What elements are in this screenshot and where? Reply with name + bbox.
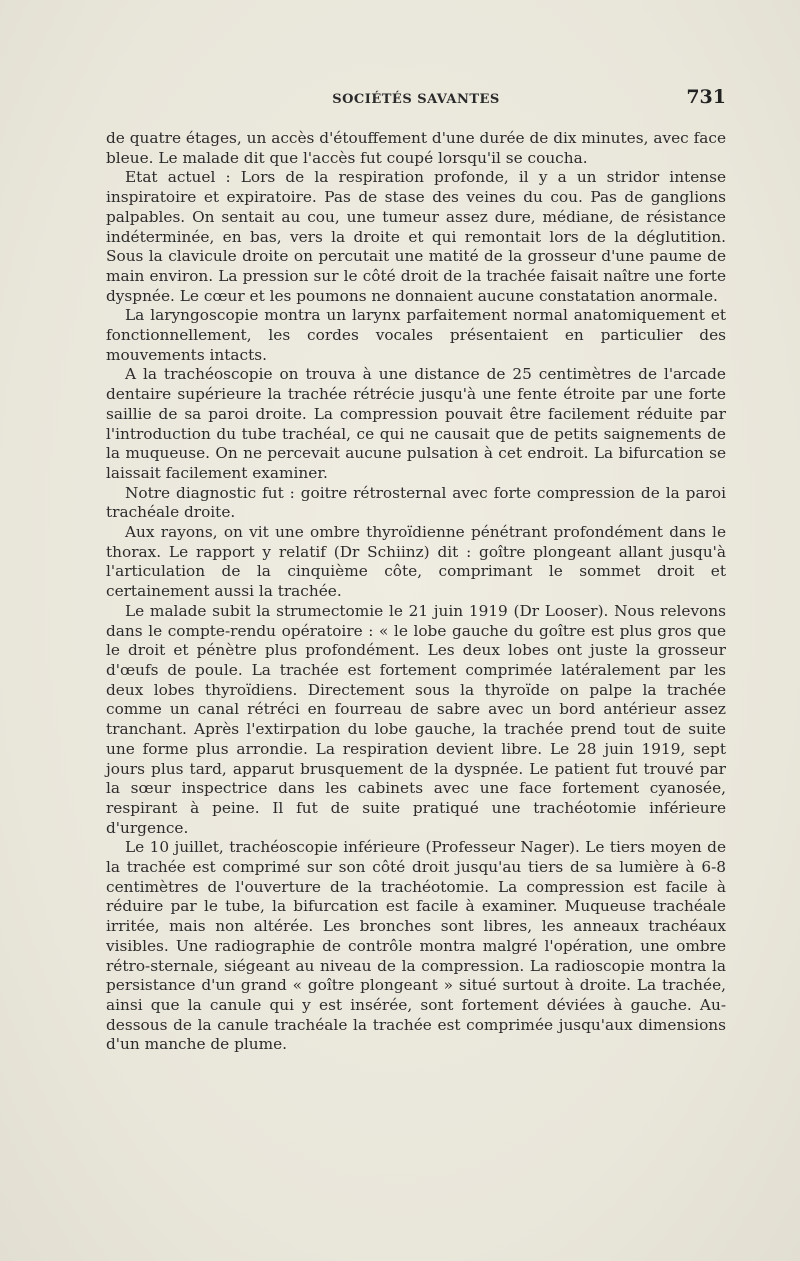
body-text: [106, 129, 726, 1055]
paragraph-5: Notre diagnostic fut : goitre rétrosternal avec forte compression de la paroi trachéale droite.: [106, 483, 726, 522]
paragraph-8: Le 10 juillet, trachéoscopie inférieure (Professeur Nager). Le tiers moyen de la trachée est comprimé sur son côté droit jusqu'au tiers de sa lumière à 6-8 centimètres de l'ouverture de la trachéotomie. La compression est facile à réduire par le tube, la bifurcation est facile à examiner. Muqueuse trachéale irritée, mais non altérée. Les bronches sont libres, les anneaux trachéaux visibles. Une radiographie de contrôle montra malgré l'opération, une ombre rétro-sternale, siégeant au niveau de la compression. La radioscopie montra la persistance d'un grand « goître plongeant » situé surtout à droite. La trachée, ainsi que la canule qui y est insérée, sont fortement déviées à gauche. Au-dessous de la canule trachéale la trachée est comprimée jusqu'aux dimensions d'un manche de plume.: [106, 838, 726, 1054]
paragraph-4: A la trachéoscopie on trouva à une distance de 25 centimètres de l'arcade dentaire supérieure la trachée rétrécie jusqu'à une fente étroite par une forte saillie de sa paroi droite. La compression pouvait être facilement réduite par l'introduction du tube trachéal, ce qui ne causait que de petits saignements de la muqueuse. On ne percevait aucune pulsation à cet endroit. La bifurcation se laissait facilement examiner.: [106, 365, 726, 482]
running-title: SOCIÉTÉS SAVANTES: [332, 92, 500, 107]
page-number: 731: [686, 86, 726, 108]
paragraph-7: Le malade subit la strumectomie le 21 juin 1919 (Dr Looser). Nous relevons dans le compte-rendu opératoire : « le lobe gauche du goître est plus gros que le droit et pénètre plus profondément. Les deux lobes ont juste la grosseur d'œufs de poule. La trachée est fortement comprimée latéralement par les deux lobes thyroïdiens. Directement sous la thyroïde on palpe la trachée comme un canal rétréci en fourreau de sabre avec un bord antérieur assez tranchant. Après l'extirpation du lobe gauche, la trachée prend tout de suite une forme plus arrondie. La respiration devient libre. Le 28 juin 1919, sept jours plus tard, apparut brusquement de la dyspnée. Le patient fut trouvé par la sœur inspectrice dans les cabinets avec une face fortement cyanosée, respirant à peine. Il fut de suite pratiqué une trachéotomie inférieure d'urgence.: [106, 601, 726, 837]
paragraph-6: Aux rayons, on vit une ombre thyroïdienne pénétrant profondément dans le thorax. Le rapport y relatif (Dr Schiinz) dit : goître plongeant allant jusqu'à l'articulation de la cinquième côte, comprimant le sommet droit et certainement aussi la trachée.: [106, 523, 726, 601]
paragraph-3: La laryngoscopie montra un larynx parfaitement normal anatomiquement et fonctionnellement, les cordes vocales présentaient en particulier des mouvements intacts.: [106, 306, 726, 364]
paragraph-2: Etat actuel : Lors de la respiration profonde, il y a un stridor intense inspiratoire et expiratoire. Pas de stase des veines du cou. Pas de ganglions palpables. On sentait au cou, une tumeur assez dure, médiane, de résistance indéterminée, en bas, vers la droite et qui remontait lors de la déglutition. Sous la clavicule droite on percutait une matité de la grosseur d'une paume de main environ. La pression sur le côté droit de la trachée faisait naître une forte dyspnée. Le cœur et les poumons ne donnaient aucune constatation anormale.: [106, 168, 726, 305]
paragraph-1: de quatre étages, un accès d'étouffement d'une durée de dix minutes, avec face bleue. Le malade dit que l'accès fut coupé lorsqu'il se coucha.: [106, 129, 726, 167]
running-header: [106, 86, 726, 114]
